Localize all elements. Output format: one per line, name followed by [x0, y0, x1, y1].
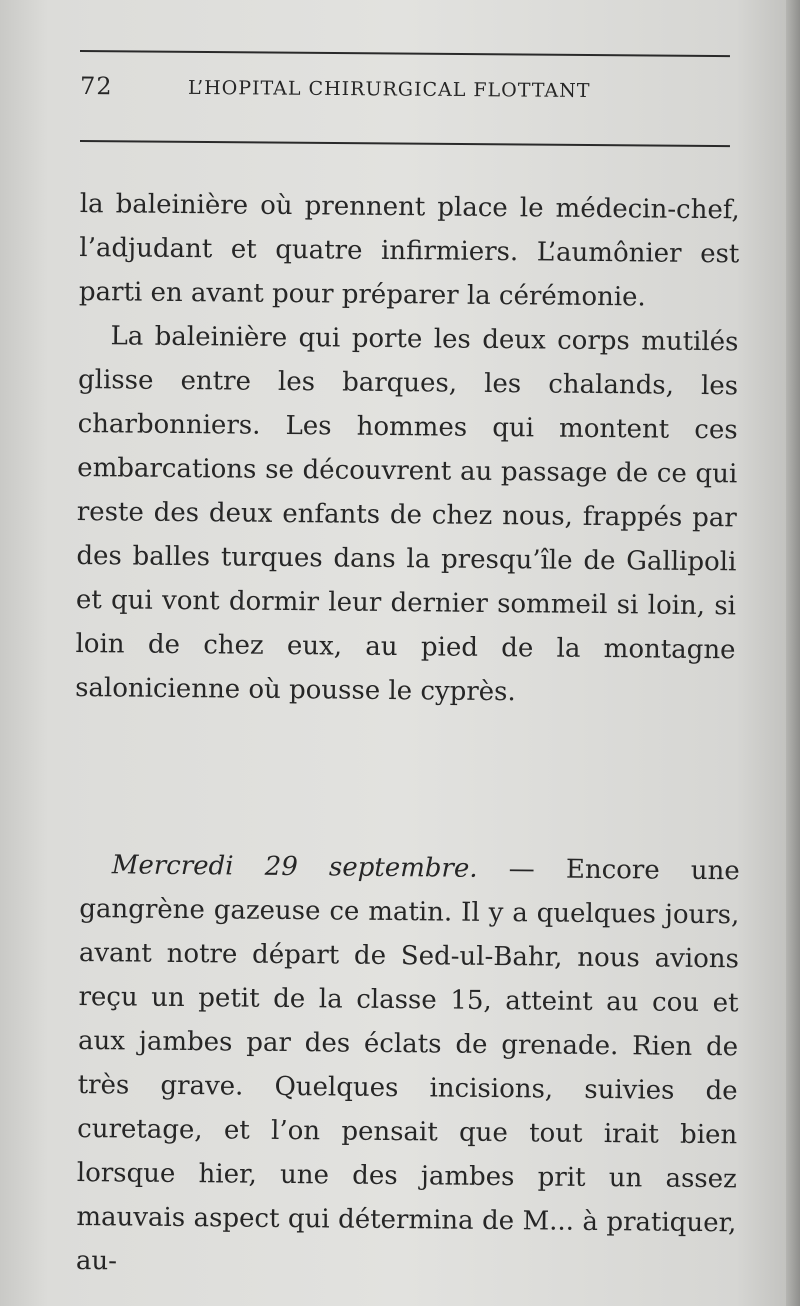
paragraph-continued: la baleinière où prennent place le médecin-chef, l’adjudant et quatre infirmiers. L’aumônier est parti en avant pour préparer la cérémonie. — [78, 188, 740, 313]
body-text-lower — [76, 843, 740, 1289]
running-title: L’HOPITAL CHIRURGICAL FLOTTANT — [187, 76, 591, 103]
paragraph-funeral: La baleinière qui porte les deux corps mutilés glisse entre les barques, les chalands, les charbonniers. Les hommes qui montent ces embarcations se découvrent au passage de ce qui reste des deux enfants de chez nous, frappés par des balles turques dans la presqu’île de Gallipoli et qui vont dormir leur dernier sommeil si loin, si loin de chez eux, au pied de la montagne salonicienne où pousse le cyprès. — [74, 321, 739, 708]
diary-date: Mercredi 29 septembre. — [111, 850, 478, 884]
page-number: 72 — [79, 72, 113, 101]
header-rule-top — [80, 50, 730, 57]
body-text-upper — [75, 182, 740, 716]
header-rule-bottom — [80, 140, 730, 147]
paragraph-diary-entry — [76, 843, 740, 1289]
diary-entry-text: — Encore une gangrène gazeuse ce matin. Il y a quelques jours, avant notre départ de Sed-ul-Bahr, nous avions reçu un petit de la classe 15, atteint au cou et aux jambes par des éclats de grenade. Rien de très grave. Quelques incisions, suivies de curetage, et l’on pensait que tout irait bien lorsque hier, une des jambes prit un assez mauvais aspect qui détermina de M... à pratiquer, au- — [75, 853, 740, 1277]
page-edge-shadow — [786, 0, 800, 1306]
page-header — [80, 72, 730, 117]
